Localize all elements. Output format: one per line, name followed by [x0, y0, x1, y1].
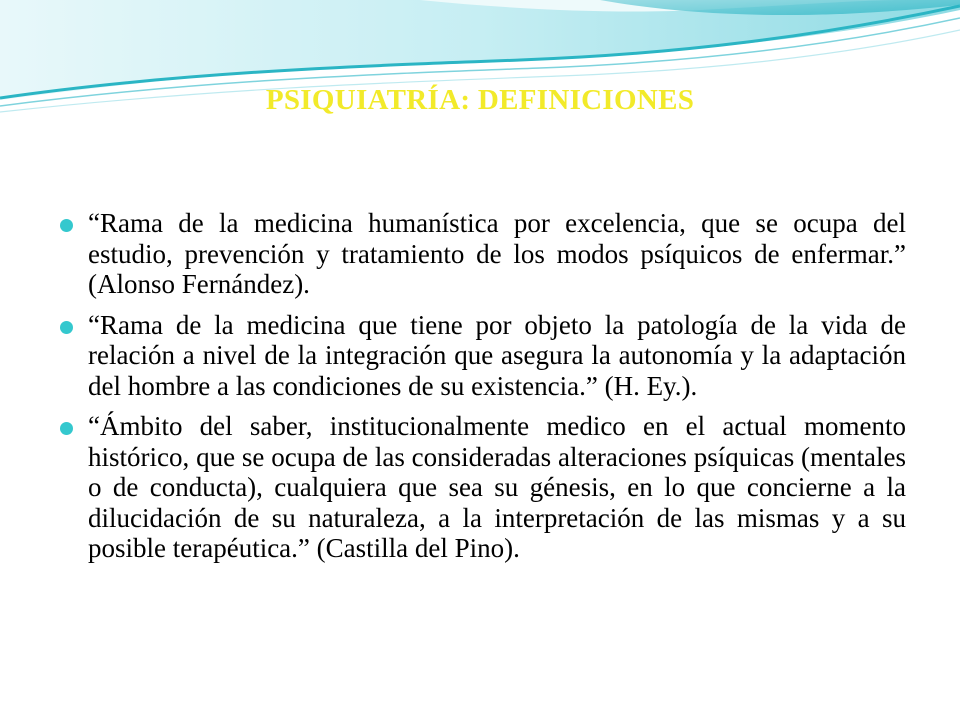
definition-text: “Rama de la medicina que tiene por objeto la patología de la vida de relación a nivel de la integración que asegura la autonomía y la adaptación del hombre a las condiciones de su existencia.” (H. Ey.).: [88, 309, 906, 401]
bullet-dot-icon: [60, 422, 73, 435]
definition-item: [60, 411, 906, 564]
definition-text: “Ámbito del saber, institucionalmente medico en el actual momento histórico, que se ocupa de las consideradas alteraciones psíquicas (mentales o de conducta), cualquiera que sea su génesis, en lo que concierne a la dilucidación de su naturaleza, a la interpretación de las mismas y a su posible terapéutica.” (Castilla del Pino).: [88, 411, 906, 563]
definition-item: [60, 310, 906, 402]
bullet-dot-icon: [60, 321, 73, 334]
definitions-list: [60, 208, 906, 574]
definition-text: “Rama de la medicina humanística por excelencia, que se ocupa del estudio, prevención y tratamiento de los modos psíquicos de enfermar.” (Alonso Fernández).: [88, 208, 906, 299]
slide-title: PSIQUIATRÍA: DEFINICIONES: [265, 84, 695, 116]
definition-item: [60, 208, 906, 300]
bullet-dot-icon: [60, 219, 73, 232]
